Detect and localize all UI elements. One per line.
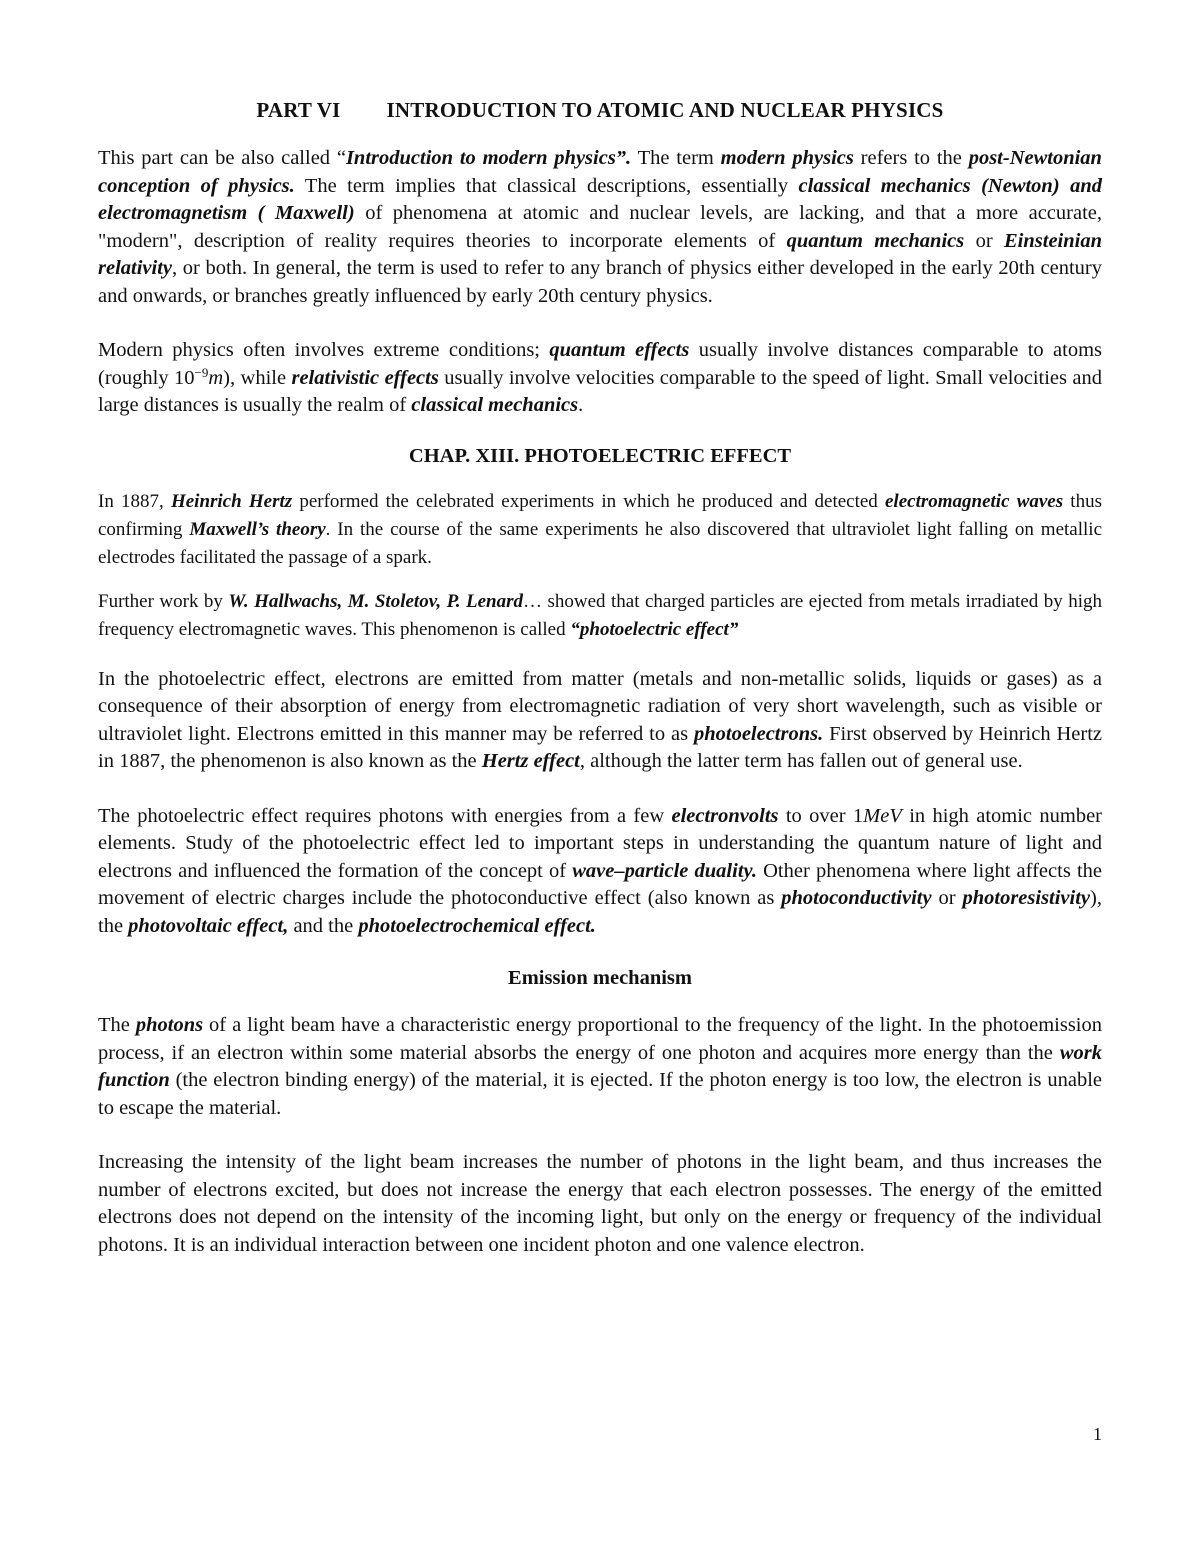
term-wave-particle-duality: wave–particle duality. — [572, 859, 757, 882]
intro-paragraph-2: Modern physics often involves extreme conditions; quantum effects usually involve distances comparable to atoms (roughly $10^{-9}m$), while relativistic effects usually involve velocities comparable to the speed of light. Small velocities and large distances is usually the realm of classical mechanics. — [98, 339, 1103, 416]
term-maxwells-theory: Maxwell’s theory — [189, 518, 326, 540]
section-heading-emission: Emission mechanism — [508, 967, 692, 989]
chapter-paragraph-1: In 1887, Heinrich Hertz performed the celebrated experiments in which he produced and detected electromagnetic waves thus confirming Maxwell’s theory. In the course of the same experiments he also discovered that ultraviolet light falling on metallic electrodes facilitated the passage of a spark. — [98, 490, 1102, 568]
chapter-paragraph-3: In the photoelectric effect, electrons are emitted from matter (metals and non-metallic solids, liquids or gases) as a consequence of their absorption of energy from electromagnetic radiation of very short wavelength, such as visible or ultraviolet light. Electrons emitted in this manner may be referred to as photoelectrons. First observed by Heinrich Hertz in 1887, the phenomenon is also known as the Hertz effect, although the latter term has fallen out of general use. — [98, 667, 1102, 772]
term-relativistic-effects: relativistic effects — [291, 366, 439, 389]
chapter-paragraph-2: Further work by W. Hallwachs, M. Stoletov, P. Lenard… showed that charged particles are ejected from metals irradiated by high frequency electromagnetic waves. This phenomenon is called “photoelectric effect” — [98, 590, 1102, 640]
term-researchers: W. Hallwachs, M. Stoletov, P. Lenard — [228, 590, 524, 612]
term-photoelectrons: photoelectrons. — [693, 722, 824, 745]
term-work-function: work function — [98, 1041, 1102, 1091]
part-label: PART VI — [256, 98, 341, 122]
term-photoconductivity: photoconductivity — [781, 887, 932, 909]
emission-paragraph-1: The photons of a light beam have a characteristic energy proportional to the frequency of the light. In the photoemission process, if an electron within some material absorbs the energy of one photon and acquires more energy than the work function (the electron binding energy) of the material, it is ejected. If the photon energy is too low, the electron is unable to escape the material. — [98, 1014, 1102, 1119]
intro-paragraph-1: This part can be also called “Introduction to modern physics”. The term modern physics refers to the post-Newtonian conception of physics. The term implies that classical descriptions, essentially classical mechanics (Newton) and electromagnetism ( Maxwell) of phenomena at atomic and nuclear levels, are lacking, and that a more accurate, "modern", description of reality requires theories to incorporate elements of quantum mechanics or Einsteinian relativity, or both. In general, the term is used to refer to any branch of physics either developed in the early 20th century and onwards, or branches greatly influenced by early 20th century physics. — [98, 147, 1102, 307]
chapter-heading: CHAP. XIII. PHOTOELECTRIC EFFECT — [408, 444, 792, 467]
part-title: INTRODUCTION TO ATOMIC AND NUCLEAR PHYSICS — [386, 98, 944, 122]
term-photoelectrochemical-effect: photoelectrochemical effect. — [358, 914, 596, 937]
term-heinrich-hertz: Heinrich Hertz — [170, 490, 293, 512]
term-modern-physics: modern physics — [720, 147, 854, 169]
term-electronvolts: electronvolts — [671, 804, 779, 827]
math-atom-scale: $10^{-9}m$ — [174, 364, 224, 389]
term-photovoltaic-effect: photovoltaic effect, — [128, 914, 289, 937]
document-page — [98, 98, 1102, 1259]
term-photoresistivity: photoresistivity — [962, 887, 1091, 909]
term-quantum-effects: quantum effects — [549, 339, 690, 361]
term-photoelectric-effect: “photoelectric effect” — [570, 618, 739, 640]
term-quantum-mechanics: quantum mechanics — [786, 229, 965, 252]
term-classical-mechanics: classical mechanics — [411, 394, 579, 416]
math-mev: 1MeV — [852, 804, 902, 827]
term-classical-mechanics-electromagnetism: classical mechanics (Newton) and electromagnetism ( Maxwell) — [98, 174, 1102, 224]
part-heading — [98, 98, 1102, 123]
page-number: 1 — [1093, 1424, 1102, 1444]
term-introduction-modern-physics: Introduction to modern physics”. — [345, 147, 632, 169]
term-electromagnetic-waves: electromagnetic waves — [884, 490, 1064, 512]
term-einsteinian-relativity: Einsteinian relativity — [98, 229, 1102, 279]
chapter-paragraph-4: The photoelectric effect requires photons with energies from a few electronvolts to over 1MeV in high atomic number elements. Study of the photoelectric effect led to important steps in understanding the quantum nature of light and electrons and influenced the formation of the concept of wave–particle duality. Other phenomena where light affects the movement of electric charges include the photoconductive effect (also known as photoconductivity or photoresistivity), the photovoltaic effect, and the photoelectrochemical effect. — [98, 804, 1102, 937]
term-photons: photons — [135, 1014, 204, 1036]
term-hertz-effect: Hertz effect — [481, 750, 580, 772]
term-post-newtonian: post-Newtonian conception of physics. — [98, 147, 1102, 197]
emission-paragraph-2: Increasing the intensity of the light beam increases the number of photons in the light beam, and thus increases the number of electrons excited, but does not increase the energy that each electron possesses. The energy of the emitted electrons does not depend on the intensity of the incoming light, but only on the energy or frequency of the individual photons. It is an individual interaction between one incident photon and one valence electron. — [98, 1151, 1102, 1256]
